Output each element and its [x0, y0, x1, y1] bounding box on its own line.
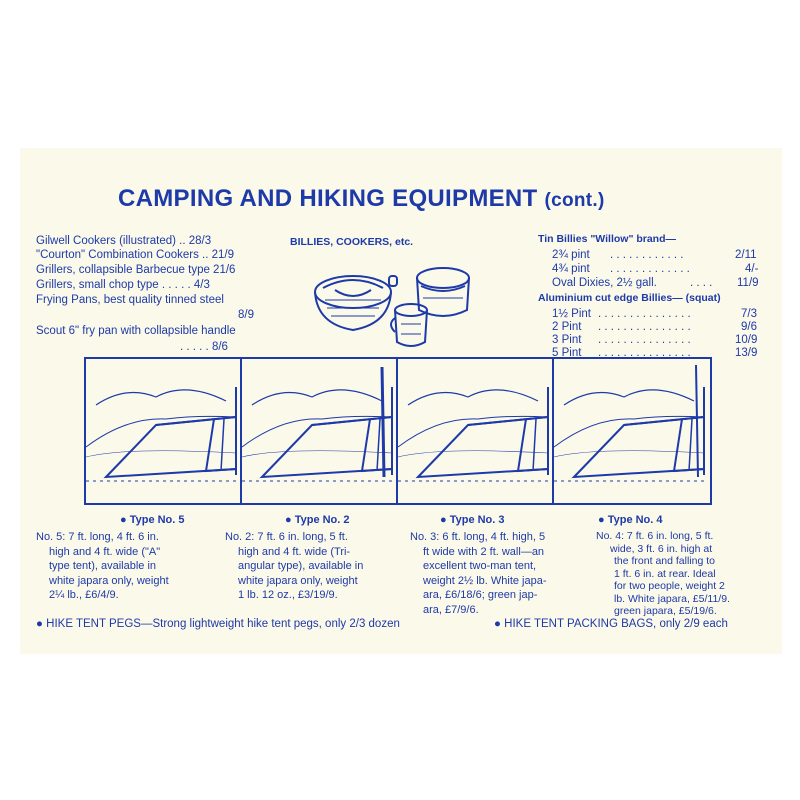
- alu-label-2: 3 Pint: [552, 334, 582, 346]
- alu-label-0: 1½ Pint: [552, 308, 591, 320]
- tent-type-label: ● Type No. 5: [120, 514, 185, 526]
- title-suffix: (cont.): [544, 190, 605, 211]
- left-item-0: Gilwell Cookers (illustrated) .. 28/3: [36, 235, 212, 247]
- left-item-3: Grillers, small chop type . . . . . 4/3: [36, 279, 210, 291]
- left-item-6: Scout 6" fry pan with collapsible handle: [36, 325, 236, 337]
- tin-billy-price-1: 4/-: [745, 263, 759, 275]
- tent-type-label: ● Type No. 2: [285, 514, 350, 526]
- left-item-7: . . . . . 8/6: [180, 341, 228, 353]
- alu-label-1: 2 Pint: [552, 321, 582, 333]
- tin-billies-heading: Tin Billies "Willow" brand—: [538, 233, 677, 245]
- aluminium-heading: Aluminium cut edge Billies— (squat): [538, 292, 721, 304]
- leader-dots: . . . . . . . . . . . . . . .: [598, 321, 691, 333]
- alu-label-3: 5 Pint: [552, 347, 582, 359]
- tent-description: No. 4: 7 ft. 6 in. long, 5 ft. wide, 3 ft. 6 in. high at the front and falling to 1 ft. 6 in. at rear. Ideal for two people, weight 2 lb. White japara, £5/11/9. green japara, £5/19/6.: [596, 530, 730, 617]
- left-item-4: Frying Pans, best quality tinned steel: [36, 294, 224, 306]
- billies-heading: BILLIES, COOKERS, etc.: [290, 236, 414, 248]
- tent-type-label: ● Type No. 4: [598, 514, 663, 526]
- leader-dots: . . . . . . . . . . . . .: [610, 263, 690, 275]
- tent-description: No. 3: 6 ft. long, 4 ft. high, 5 ft wide with 2 ft. wall—an excellent two-man tent, weight 2½ lb. White japa- ara, £6/18/6; green jap- ara, £7/9/6.: [410, 531, 547, 616]
- page-title: [118, 185, 605, 213]
- tent-illustration: [84, 357, 712, 505]
- left-item-1: "Courton" Combination Cookers .. 21/9: [36, 249, 235, 261]
- tent-description: No. 2: 7 ft. 6 in. long, 5 ft. high and 4 ft. wide (Tri- angular type), available in white japara only, weight 1 lb. 12 oz., £3/19/9.: [225, 531, 364, 601]
- tent-description: No. 5: 7 ft. long, 4 ft. 6 in. high and 4 ft. wide ("A" type tent), available in white japara only, weight 2¼ lb., £6/4/9.: [36, 531, 169, 601]
- tent-type-label: ● Type No. 3: [440, 514, 505, 526]
- leader-dots: . . . .: [690, 277, 713, 289]
- alu-price-1: 9/6: [741, 321, 757, 333]
- footer-packing-bags: ● HIKE TENT PACKING BAGS, only 2/9 each: [494, 618, 728, 630]
- tin-billy-label-0: 2¾ pint: [552, 249, 590, 261]
- title-main: CAMPING AND HIKING EQUIPMENT: [118, 185, 538, 212]
- left-item-5: 8/9: [238, 309, 254, 321]
- alu-price-0: 7/3: [741, 308, 757, 320]
- billy-cookers-illustration: [305, 252, 485, 357]
- leader-dots: . . . . . . . . . . . . . . .: [598, 308, 691, 320]
- tin-billy-label-2: Oval Dixies, 2½ gall.: [552, 277, 657, 289]
- tin-billy-price-0: 2/11: [735, 249, 757, 261]
- alu-price-3: 13/9: [735, 347, 758, 359]
- leader-dots: . . . . . . . . . . . . . . .: [598, 334, 691, 346]
- leader-dots: . . . . . . . . . . . .: [610, 249, 684, 261]
- tin-billy-label-1: 4¾ pint: [552, 263, 590, 275]
- footer-tent-pegs: ● HIKE TENT PEGS—Strong lightweight hike tent pegs, only 2/3 dozen: [36, 618, 400, 630]
- tin-billy-price-2: 11/9: [737, 277, 759, 289]
- alu-price-2: 10/9: [735, 334, 758, 346]
- leader-dots: . . . . . . . . . . . . . . .: [598, 347, 691, 359]
- left-item-2: Grillers, collapsible Barbecue type 21/6: [36, 264, 236, 276]
